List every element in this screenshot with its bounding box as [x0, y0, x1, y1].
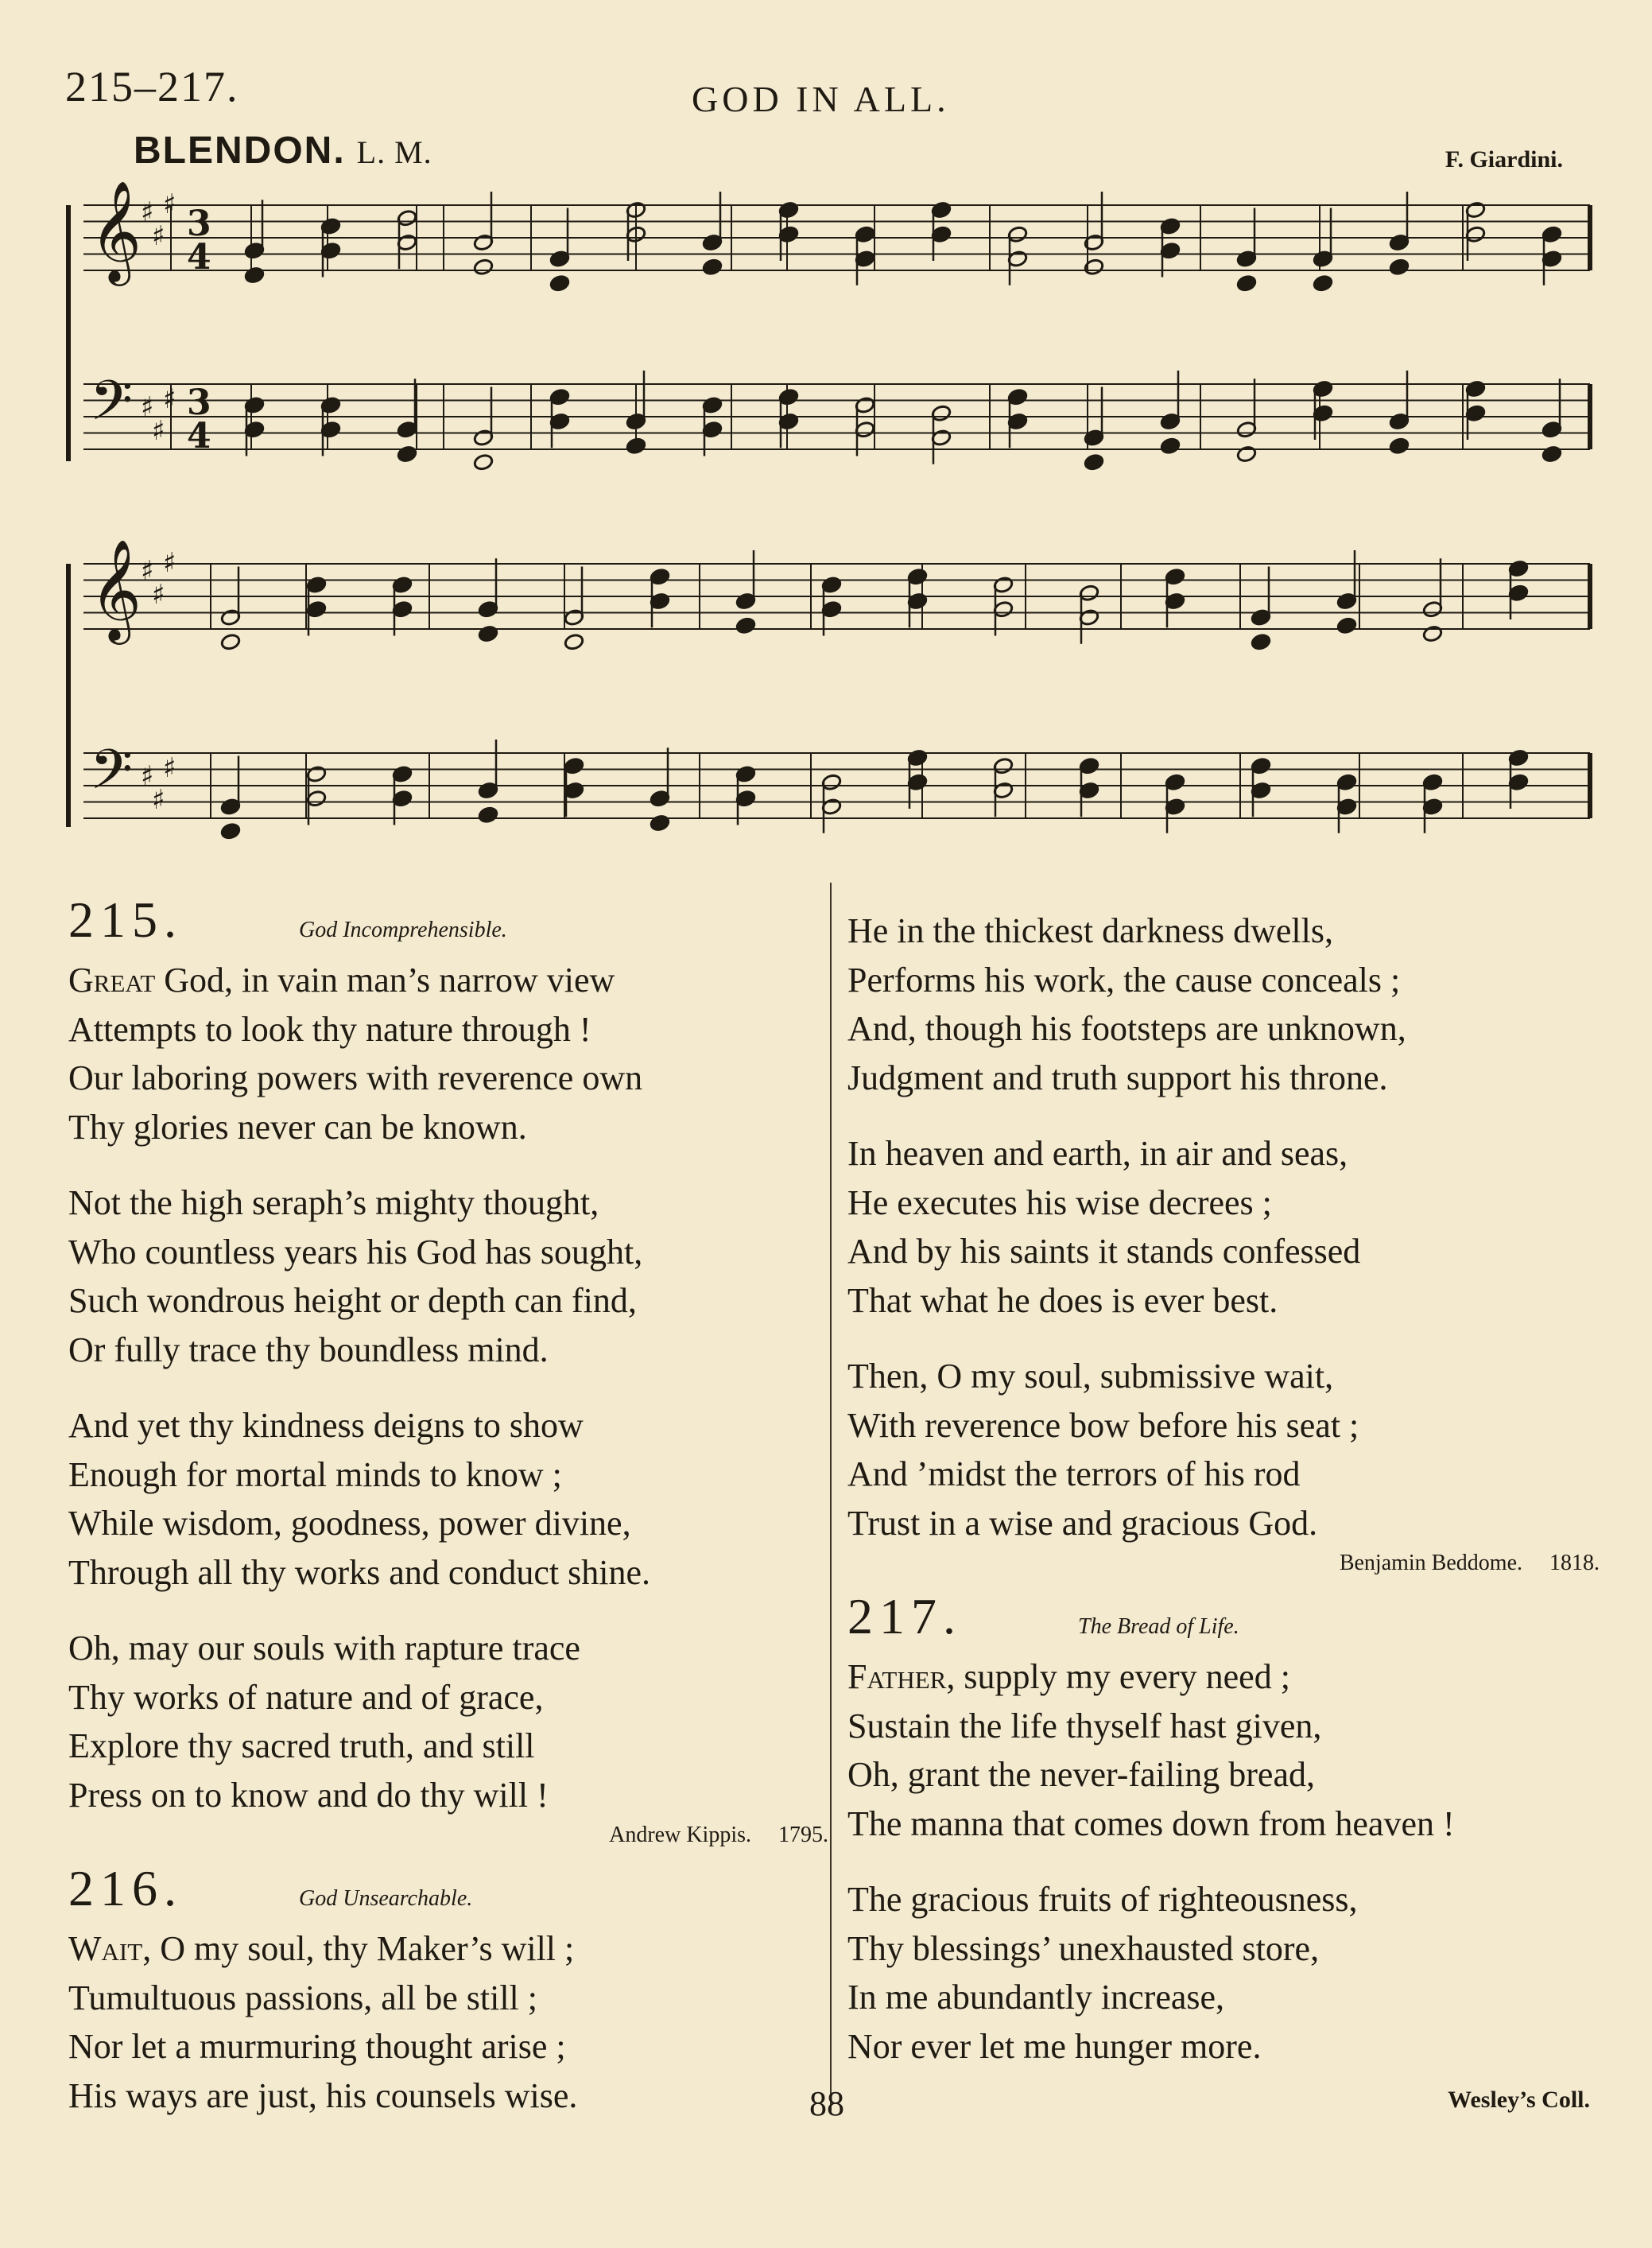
note-head	[702, 258, 723, 276]
verse-line: That what he does is ever best.	[847, 1280, 1278, 1320]
verse-line: Sustain the life thyself hast given,	[847, 1706, 1322, 1745]
hymn-title: The Bread of Life.	[1078, 1614, 1239, 1639]
sharp-icon: ♯	[141, 760, 154, 792]
verse-line: Our laboring powers with reverence own	[68, 1058, 643, 1097]
sharp-icon: ♯	[152, 784, 165, 816]
stanza	[847, 1352, 1603, 1547]
note-head	[1160, 437, 1181, 455]
composer: F. Giardini.	[1445, 146, 1563, 173]
hymn-215-heading	[68, 891, 832, 956]
bass-clef-icon: 𝄢	[90, 368, 134, 446]
verse-line: And, though his footsteps are unknown,	[847, 1009, 1406, 1048]
verse-line: Performs his work, the cause conceals ;	[847, 960, 1401, 1000]
note-head	[1389, 258, 1410, 276]
stanza	[68, 1401, 832, 1597]
verse-line: With reverence bow before his seat ;	[847, 1405, 1359, 1445]
verse-line: Oh, grant the never-failing bread,	[847, 1755, 1315, 1794]
verse-line: While wisdom, goodness, power divine,	[68, 1504, 631, 1543]
note-head	[1084, 258, 1104, 276]
note-head	[626, 437, 646, 455]
verse-line: He in the thickest darkness dwells,	[847, 911, 1333, 950]
sharp-icon: ♯	[152, 415, 165, 447]
hymn-number: 215.	[68, 891, 183, 948]
verse-line: Oh, may our souls with rapture trace	[68, 1629, 580, 1668]
verse-line: Then, O my soul, submissive wait,	[847, 1357, 1334, 1396]
hymn-credit	[68, 1823, 832, 1848]
sharp-icon: ♯	[163, 547, 176, 579]
sharp-icon: ♯	[163, 188, 176, 220]
year: 1818.	[1549, 1551, 1600, 1575]
time-signature-top: 3	[187, 382, 211, 423]
note-head	[473, 258, 494, 276]
hymn-title: God Incomprehensible.	[299, 918, 507, 942]
note-head	[1313, 274, 1333, 293]
right-column	[847, 907, 1603, 2098]
verse-line: His ways are just, his counsels wise.	[68, 2075, 578, 2115]
verse-line: Thy glories never can be known.	[68, 1107, 527, 1147]
verse-line: Or fully trace thy boundless mind.	[68, 1330, 549, 1369]
time-signature-bottom: 4	[187, 416, 211, 456]
tune-meter: L. M.	[356, 134, 432, 170]
verse-line: Through all thy works and conduct shine.	[68, 1552, 650, 1592]
note-head	[1336, 616, 1357, 635]
treble-clef-icon: 𝄞	[90, 180, 142, 281]
sharp-icon: ♯	[152, 220, 165, 252]
verse-line: Thy works of nature and of grace,	[68, 1677, 544, 1717]
author: Andrew Kippis.	[609, 1823, 751, 1847]
stanza	[847, 1652, 1603, 1848]
sharp-icon: ♯	[163, 752, 176, 784]
year: 1795.	[778, 1823, 828, 1847]
verse-line: Thy blessings’ unexhausted store,	[847, 1928, 1320, 1968]
stanza	[68, 1924, 832, 2120]
tune-name: BLENDON.	[134, 130, 346, 172]
note-head	[1236, 445, 1257, 464]
note-head	[549, 274, 570, 293]
time-signature-top: 3	[187, 204, 211, 244]
verse-line: The gracious fruits of righteousness,	[847, 1880, 1358, 1919]
note-head	[473, 453, 494, 472]
verse-line: And ’midst the terrors of his rod	[847, 1454, 1301, 1493]
author: Benjamin Beddome.	[1339, 1551, 1522, 1575]
sharp-icon: ♯	[163, 383, 176, 415]
verse-line: Wait, O my soul, thy Maker’s will ;	[68, 1929, 575, 1968]
note-head	[1084, 453, 1104, 472]
sharp-icon: ♯	[141, 555, 154, 587]
verse-line: Enough for mortal minds to know ;	[68, 1454, 562, 1494]
verse-line: Judgment and truth support his throne.	[847, 1058, 1388, 1097]
verse-line: Nor let a murmuring thought arise ;	[68, 2027, 566, 2066]
note-head	[1541, 445, 1562, 464]
note-head	[735, 616, 756, 635]
verse-line: Not the high seraph’s mighty thought,	[68, 1183, 599, 1222]
hymn-216-heading	[68, 1859, 832, 1924]
verse-line: And by his saints it stands confessed	[847, 1232, 1361, 1271]
verse-line: Trust in a wise and gracious God.	[847, 1503, 1318, 1543]
verse-line: Who countless years his God has sought,	[68, 1232, 643, 1272]
hymn-number: 216.	[68, 1860, 183, 1916]
verse-line: Press on to know and do thy will !	[68, 1775, 549, 1815]
hymn-217-heading	[847, 1587, 1603, 1652]
verse-line: Attempts to look thy nature through !	[68, 1009, 591, 1049]
note-head	[397, 445, 417, 464]
verse-line: Great God, in vain man’s narrow view	[68, 961, 615, 1000]
note-head	[564, 633, 584, 651]
note-head	[244, 266, 265, 285]
stanza	[847, 907, 1603, 1102]
verse-line: Nor ever let me hunger more.	[847, 2026, 1262, 2066]
verse-line: Explore thy sacred truth, and still	[68, 1726, 535, 1765]
left-column	[68, 891, 832, 2147]
verse-line: And yet thy kindness deigns to show	[68, 1406, 584, 1445]
stanza	[847, 1875, 1603, 2071]
stanza	[68, 956, 832, 1151]
note-head	[1422, 625, 1443, 643]
stanza	[68, 1624, 832, 1819]
stanza	[68, 1178, 832, 1374]
hymn-credit	[847, 1551, 1603, 1576]
music-score	[0, 0, 1652, 875]
hymn-title: God Unsearchable.	[299, 1886, 473, 1911]
verse-line: The manna that comes down from heaven !	[847, 1803, 1455, 1843]
verse-line: Father, supply my every need ;	[847, 1657, 1290, 1696]
page-number: 88	[809, 2084, 844, 2123]
section-title: GOD IN ALL.	[692, 79, 950, 119]
verse-line: He executes his wise decrees ;	[847, 1182, 1272, 1222]
hymn-number: 217.	[847, 1588, 962, 1644]
note-head	[220, 822, 241, 841]
verse-line: Such wondrous height or depth can find,	[68, 1281, 637, 1320]
note-head	[220, 633, 241, 651]
sharp-icon: ♯	[141, 196, 154, 228]
note-head	[1251, 633, 1271, 651]
stanza	[847, 1129, 1603, 1325]
footer-credit: Wesley’s Coll.	[1448, 2087, 1590, 2113]
time-signature-bottom: 4	[187, 237, 211, 278]
treble-clef-icon: 𝄞	[90, 538, 142, 640]
verse-line: In me abundantly increase,	[847, 1978, 1225, 2017]
verse-line: In heaven and earth, in air and seas,	[847, 1134, 1348, 1173]
sharp-icon: ♯	[141, 391, 154, 423]
note-head	[650, 814, 670, 833]
note-head	[1389, 437, 1410, 455]
note-head	[1236, 274, 1257, 293]
bass-clef-icon: 𝄢	[90, 737, 134, 815]
sharp-icon: ♯	[152, 579, 165, 611]
note-head	[478, 806, 498, 824]
note-head	[478, 625, 498, 643]
verse-line: Tumultuous passions, all be still ;	[68, 1978, 538, 2017]
hymn-range: 215–217.	[65, 63, 239, 111]
